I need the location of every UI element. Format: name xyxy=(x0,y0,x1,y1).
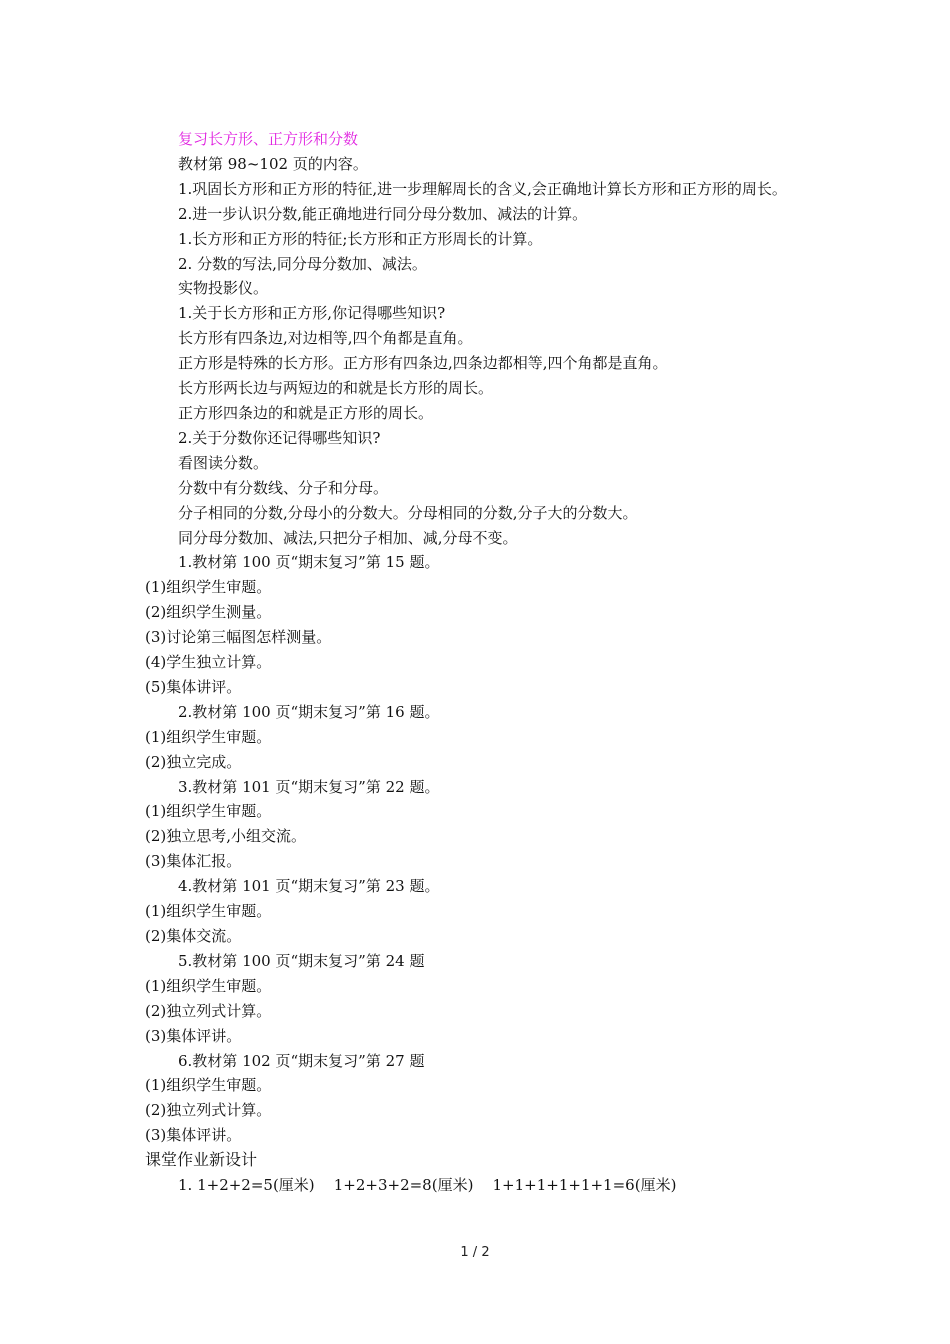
paragraph: 4.教材第 101 页“期末复习”第 23 题。 xyxy=(178,877,440,896)
list-item: (2)独立列式计算。 xyxy=(145,1001,272,1020)
paragraph: 分子相同的分数,分母小的分数大。分母相同的分数,分子大的分数大。 xyxy=(178,503,638,522)
list-item: (5)集体讲评。 xyxy=(145,677,242,696)
list-item: (3)集体评讲。 xyxy=(145,1026,242,1045)
list-item: (2)独立完成。 xyxy=(145,752,242,771)
paragraph: 同分母分数加、减法,只把分子相加、减,分母不变。 xyxy=(178,528,518,547)
list-item: (2)独立列式计算。 xyxy=(145,1101,272,1120)
paragraph: 分数中有分数线、分子和分母。 xyxy=(178,478,389,497)
paragraph: 3.教材第 101 页“期末复习”第 22 题。 xyxy=(178,777,440,796)
document-body xyxy=(145,127,825,1198)
paragraph: 实物投影仪。 xyxy=(178,279,269,298)
list-item: (3)集体评讲。 xyxy=(145,1126,242,1145)
list-item: (1)组织学生审题。 xyxy=(145,902,272,921)
list-item: (3)集体汇报。 xyxy=(145,852,242,871)
list-item: (1)组织学生审题。 xyxy=(145,976,272,995)
paragraph: 1.关于长方形和正方形,你记得哪些知识? xyxy=(178,304,446,323)
list-item: (1)组织学生审题。 xyxy=(145,727,272,746)
paragraph: 正方形四条边的和就是正方形的周长。 xyxy=(178,403,434,422)
list-item: (2)集体交流。 xyxy=(145,927,242,945)
section-heading: 课堂作业新设计 xyxy=(145,1150,258,1170)
paragraph: 正方形是特殊的长方形。正方形有四条边,四条边都相等,四个角都是直角。 xyxy=(178,354,668,373)
paragraph: 2. 分数的写法,同分母分数加、减法。 xyxy=(178,254,427,273)
paragraph: 长方形有四条边,对边相等,四个角都是直角。 xyxy=(178,329,473,348)
paragraph: 2.教材第 100 页“期末复习”第 16 题。 xyxy=(178,702,440,721)
list-item: (1)组织学生审题。 xyxy=(145,1076,272,1095)
list-item: (1)组织学生审题。 xyxy=(145,802,272,821)
homework-answer: 1. 1+2+2=5(厘米) 1+2+3+2=8(厘米) 1+1+1+1+1+1=6(厘米) xyxy=(178,1176,677,1195)
list-item: (1)组织学生审题。 xyxy=(145,578,272,597)
list-item: (2)独立思考,小组交流。 xyxy=(145,827,307,846)
list-item: (4)学生独立计算。 xyxy=(145,653,272,672)
paragraph: 2.关于分数你还记得哪些知识? xyxy=(178,428,381,447)
list-item: (2)组织学生测量。 xyxy=(145,603,272,622)
paragraph: 6.教材第 102 页“期末复习”第 27 题 xyxy=(178,1051,425,1070)
paragraph: 5.教材第 100 页“期末复习”第 24 题 xyxy=(178,951,425,970)
paragraph: 长方形两长边与两短边的和就是长方形的周长。 xyxy=(178,379,494,398)
list-item: (3)讨论第三幅图怎样测量。 xyxy=(145,628,332,647)
page-number: 1 / 2 xyxy=(460,1245,490,1260)
paragraph: 教材第 98~102 页的内容。 xyxy=(178,154,368,173)
paragraph: 1.教材第 100 页“期末复习”第 15 题。 xyxy=(178,553,440,572)
paragraph: 看图读分数。 xyxy=(178,453,269,472)
paragraph: 2.进一步认识分数,能正确地进行同分母分数加、减法的计算。 xyxy=(178,204,588,223)
paragraph: 1.巩固长方形和正方形的特征,进一步理解周长的含义,会正确地计算长方形和正方形的周长。 xyxy=(178,179,787,198)
document-title: 复习长方形、正方形和分数 xyxy=(178,130,359,148)
paragraph: 1.长方形和正方形的特征;长方形和正方形周长的计算。 xyxy=(178,229,543,248)
